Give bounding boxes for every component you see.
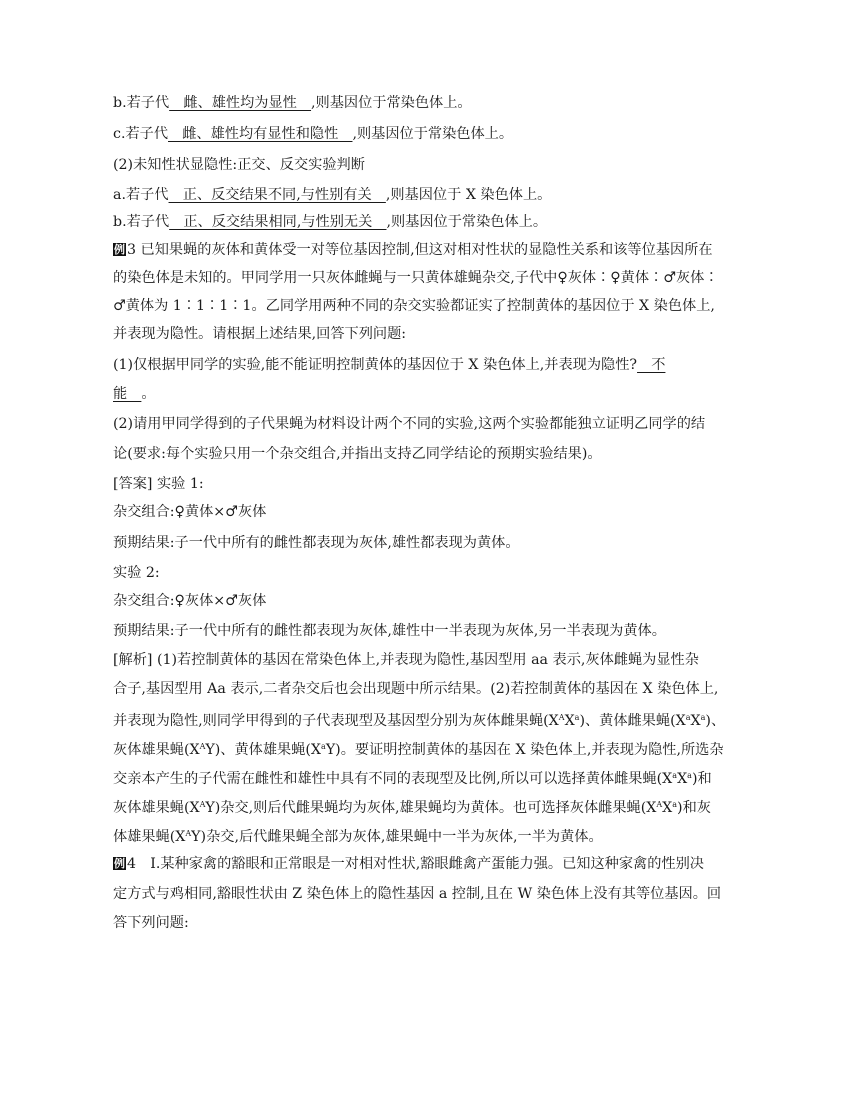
line-text: 杂交组合:♀灰体×♂灰体 xyxy=(113,593,267,609)
allele-superscript: A xyxy=(199,800,206,809)
text-line xyxy=(113,795,711,818)
answer-blank: 正、反交结果相同,与性别无关 xyxy=(169,214,387,230)
text-line xyxy=(113,444,602,464)
line-text: )、 xyxy=(705,713,726,729)
line-text: X xyxy=(690,713,701,729)
allele-superscript: A xyxy=(199,742,206,751)
allele-superscript: a xyxy=(687,771,692,780)
text-line xyxy=(113,708,725,731)
text-line xyxy=(113,824,603,847)
line-text: 合子,基因型用 Aa 表示,二者杂交后也会出现题中所示结果。(2)若控制黄体的基因在 X 染色体上, xyxy=(113,681,719,697)
line-text: Ⅰ.某种家禽的豁眼和正常眼是一对相对性状,豁眼雌禽产蛋能力强。已知这种家禽的性别决 xyxy=(136,856,704,872)
line-text: 答下列问题: xyxy=(113,915,189,931)
line-text: 灰体雄果蝇(X xyxy=(113,742,200,758)
text-line xyxy=(113,913,189,933)
line-text: 预期结果:子一代中所有的雌性都表现为灰体,雄性中一半表现为灰体,另一半表现为黄体。 xyxy=(113,623,666,639)
allele-superscript: a xyxy=(321,742,326,751)
text-line xyxy=(113,591,266,611)
text-line xyxy=(113,414,705,434)
line-text: ♂黄体为 1∶1∶1∶1。乙同学用两种不同的杂交实验都证实了控制黄体的基因位于 X 染色体上, xyxy=(113,298,715,314)
line-text: 并表现为隐性。请根据上述结果,回答下列问题: xyxy=(113,326,407,342)
line-text: c.若子代 xyxy=(113,126,169,142)
answer-blank: 正、反交结果不同,与性别有关 xyxy=(168,187,386,203)
line-text: Y)杂交,后代雌果蝇全部为灰体,雄果蝇中一半为灰体,一半为黄体。 xyxy=(191,829,603,845)
line-text: Y)、黄体雄果蝇(X xyxy=(205,742,322,758)
line-text: 预期结果:子一代中所有的雌性都表现为灰体,雄性都表现为黄体。 xyxy=(113,535,520,551)
line-text: X xyxy=(564,713,575,729)
text-line xyxy=(113,185,551,205)
line-text: 实验 2: xyxy=(113,565,160,581)
allele-superscript: a xyxy=(685,713,691,722)
line-text: 定方式与鸡相同,豁眼性状由 Z 染色体上的隐性基因 a 控制,且在 W 染色体上没有其等位基因。回 xyxy=(113,886,722,902)
line-text: (2)请用甲同学得到的子代果蝇为材料设计两个不同的实验,这两个实验都能独立证明乙同学的结 xyxy=(113,416,706,432)
line-text: a.若子代 xyxy=(113,187,169,203)
text-line xyxy=(113,93,472,113)
answer-label: [答案] 实验 1: xyxy=(113,476,204,492)
allele-superscript: a xyxy=(672,800,678,809)
text-line xyxy=(113,474,204,494)
text-line xyxy=(113,124,513,144)
text-line xyxy=(113,355,665,375)
text-line xyxy=(113,212,547,232)
line-text: )、黄体雌果蝇(X xyxy=(579,713,686,729)
allele-superscript: a xyxy=(574,713,580,722)
line-text: 的染色体是未知的。甲同学用一只灰体雌蝇与一只黄体雄蝇杂交,子代中♀灰体∶♀黄体∶♂灰体∶ xyxy=(113,270,719,286)
text-line xyxy=(113,679,718,699)
text-line xyxy=(113,854,704,874)
line-text: 体雄果蝇(X xyxy=(113,829,186,845)
line-text: ,则基因位于常染色体上。 xyxy=(352,126,514,142)
line-text: 并表现为隐性,则同学甲得到的子代表现型及基因型分别为灰体雌果蝇(X xyxy=(113,713,559,729)
text-line xyxy=(113,155,365,175)
line-text: b.若子代 xyxy=(113,214,170,230)
line-text: (1)仅根据甲同学的实验,能不能证明控制黄体的基因位于 X 染色体上,并表现为隐性? xyxy=(113,357,638,373)
allele-superscript: A xyxy=(185,829,192,838)
line-text: ,则基因位于 X 染色体上。 xyxy=(385,187,552,203)
text-line xyxy=(113,766,712,789)
answer-blank: 雌、雄性均为显性 xyxy=(169,95,312,111)
text-line xyxy=(113,563,160,583)
example-number: 3 xyxy=(127,242,137,258)
example-number: 4 xyxy=(127,856,137,872)
line-text: ,则基因位于常染色体上。 xyxy=(386,214,548,230)
line-text: 已知果蝇的灰体和黄体受一对等位基因控制,但这对相对性状的显隐性关系和该等位基因所在 xyxy=(136,242,713,258)
line-text: 灰体雄果蝇(X xyxy=(113,800,200,816)
text-line xyxy=(113,268,718,288)
example-badge: 例 xyxy=(114,857,125,870)
line-text: ,则基因位于常染色体上。 xyxy=(311,95,472,111)
allele-superscript: a xyxy=(700,713,706,722)
text-line xyxy=(113,384,156,404)
text-line xyxy=(113,621,666,641)
line-text: 。 xyxy=(141,386,156,402)
text-line xyxy=(113,533,520,553)
text-line xyxy=(113,650,699,670)
text-line xyxy=(113,737,724,760)
line-text: X xyxy=(677,771,688,787)
allele-superscript: A xyxy=(558,713,565,722)
line-text: 论(要求:每个实验只用一个杂交组合,并指出支持乙同学结论的预期实验结果)。 xyxy=(113,446,602,462)
example-badge: 例 xyxy=(114,243,125,256)
answer-blank: 不 xyxy=(637,357,666,373)
allele-superscript: a xyxy=(672,771,678,780)
line-text: (2)未知性状显隐性:正交、反交实验判断 xyxy=(113,157,365,173)
text-line xyxy=(113,884,721,904)
text-line xyxy=(113,502,266,522)
line-text: )和 xyxy=(691,771,712,787)
text-line xyxy=(113,240,713,260)
line-text: 杂交组合:♀黄体×♂灰体 xyxy=(113,504,267,520)
analysis-label: [解析] (1)若控制黄体的基因在常染色体上,并表现为隐性,基因型用 aa 表示,灰体雌蝇为显性杂 xyxy=(113,652,699,668)
line-text: b.若子代 xyxy=(113,95,170,111)
answer-blank: 雌、雄性均有显性和隐性 xyxy=(168,126,353,142)
text-line xyxy=(113,324,406,344)
answer-blank: 能 xyxy=(113,386,142,402)
line-text: X xyxy=(662,800,673,816)
allele-superscript: A xyxy=(656,800,663,809)
line-text: Y)杂交,则后代雌果蝇均为灰体,雄果蝇均为黄体。也可选择灰体雌果蝇(X xyxy=(205,800,657,816)
text-line xyxy=(113,296,715,316)
line-text: Y)。要证明控制黄体的基因在 X 染色体上,并表现为隐性,所选杂 xyxy=(325,742,724,758)
line-text: 交亲本产生的子代需在雌性和雄性中具有不同的表现型及比例,所以可以选择黄体雌果蝇(X xyxy=(113,771,673,787)
line-text: )和灰 xyxy=(677,800,711,816)
